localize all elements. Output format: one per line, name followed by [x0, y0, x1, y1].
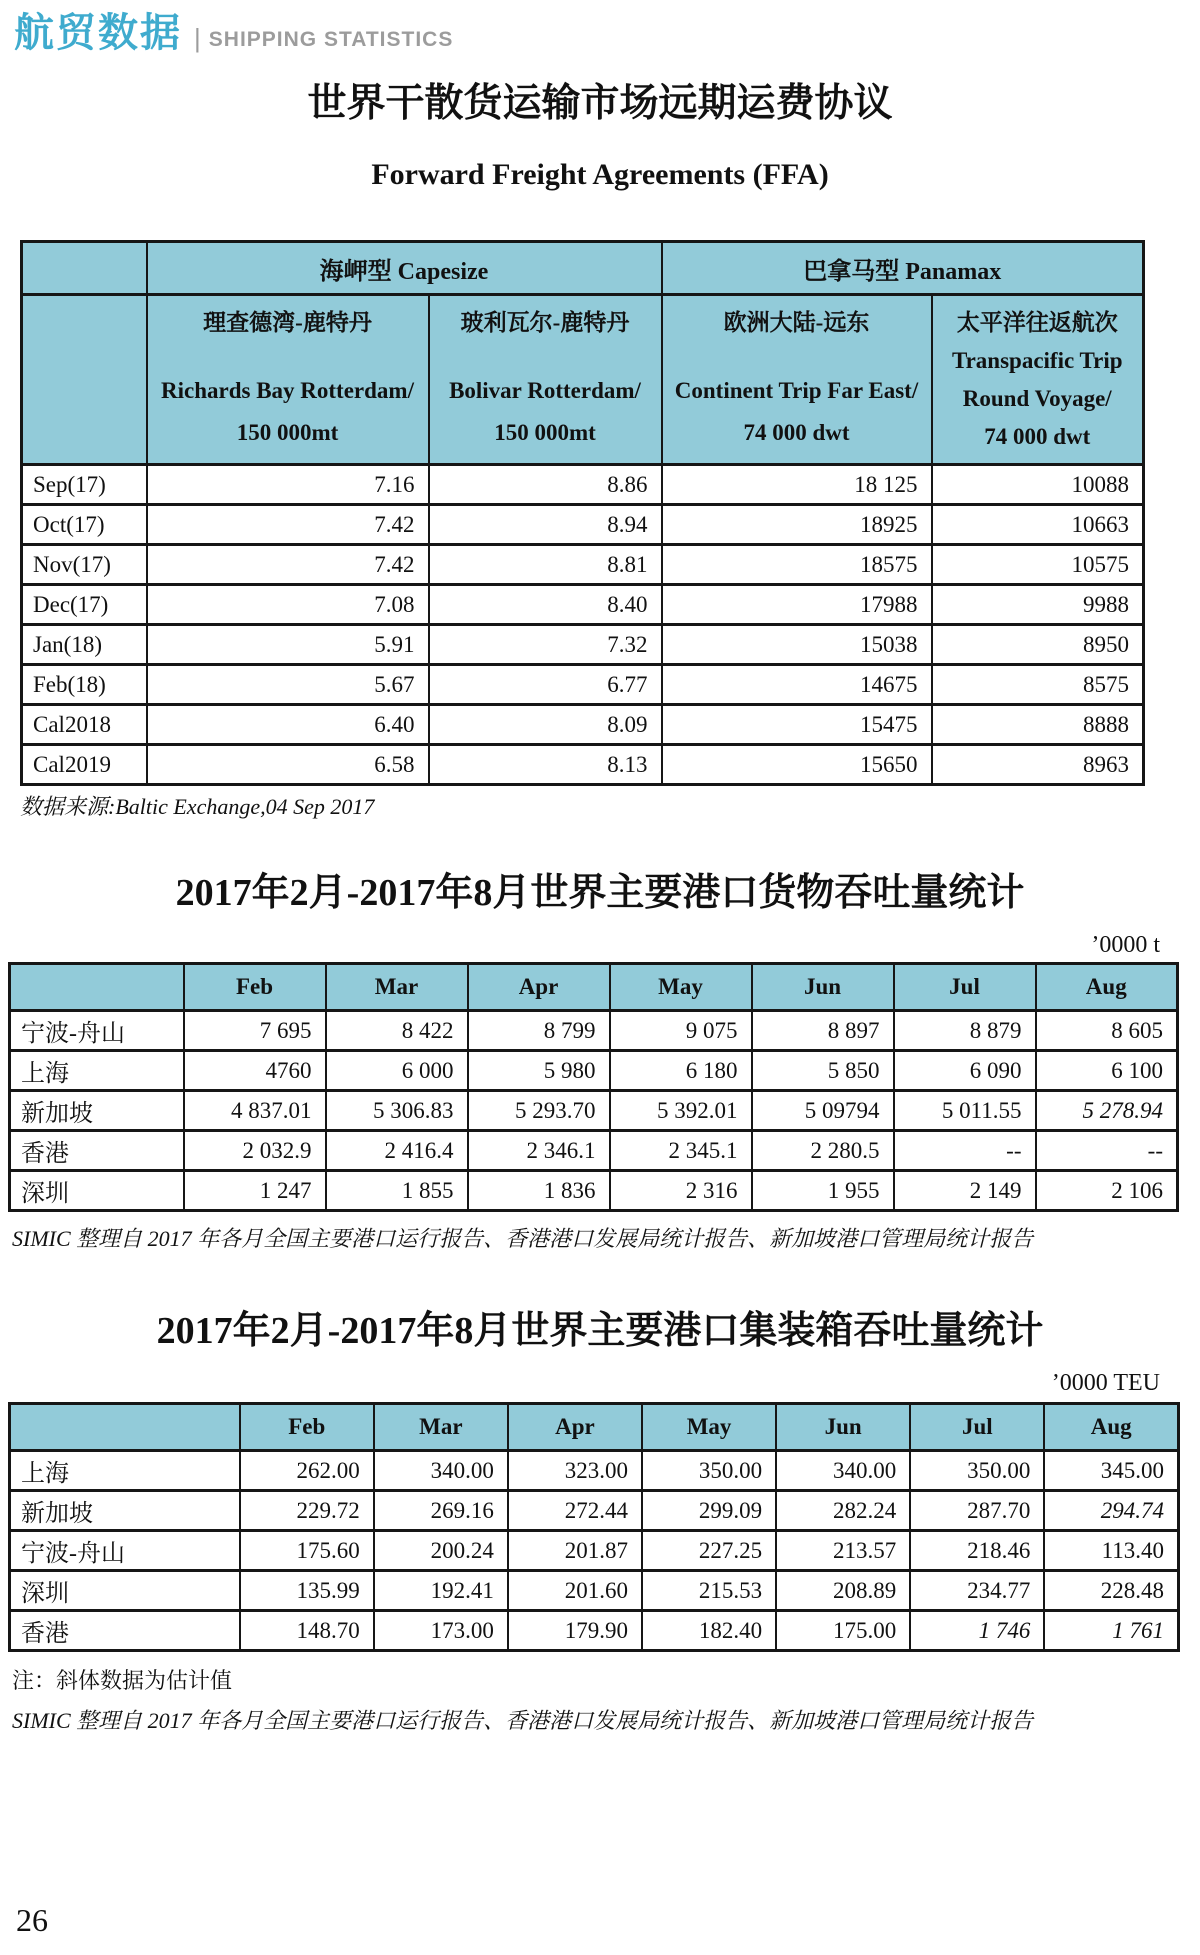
data-cell: 2 416.4: [326, 1131, 468, 1171]
data-cell: 8.09: [429, 705, 662, 745]
ffa-table-body: [22, 465, 1144, 785]
data-cell: 7.16: [147, 465, 429, 505]
route-size: 74 000 dwt: [984, 423, 1091, 449]
data-cell: 5 850: [752, 1051, 894, 1091]
data-cell: 350.00: [642, 1451, 776, 1491]
ffa-title-en: Forward Freight Agreements (FFA): [371, 158, 829, 191]
data-cell: 10575: [932, 545, 1144, 585]
ffa-title-cn: 世界干散货运输市场远期运费协议: [307, 82, 893, 125]
data-cell: 135.99: [240, 1571, 374, 1611]
data-cell: 7.42: [147, 505, 429, 545]
data-cell: 6 000: [326, 1051, 468, 1091]
cargo-corner-cell: [10, 964, 184, 1011]
data-cell: 1 836: [468, 1171, 610, 1211]
data-cell: 299.09: [642, 1491, 776, 1531]
data-cell: 1 247: [184, 1171, 326, 1211]
cargo-source-note: SIMIC 整理自 2017 年各月全国主要港口运行报告、香港港口发展局统计报告、新加坡港口管理局统计报告: [12, 1226, 1034, 1251]
row-label: Jan(18): [22, 625, 147, 665]
ffa-corner-cell-2: [22, 295, 147, 465]
month-column-header: Apr: [508, 1404, 642, 1451]
data-cell: 2 346.1: [468, 1131, 610, 1171]
ffa-source-note: 数据来源:Baltic Exchange,04 Sep 2017: [20, 794, 375, 819]
route-size: 150 000mt: [236, 419, 339, 445]
data-cell: 18 125: [662, 465, 932, 505]
container-corner-cell: [10, 1404, 240, 1451]
route-name-en: Richards Bay Rotterdam/: [161, 377, 414, 403]
masthead-title-en: SHIPPING STATISTICS: [208, 28, 454, 51]
route-name-en: Bolivar Rotterdam/: [449, 377, 641, 403]
data-cell: 7.32: [429, 625, 662, 665]
row-label: 上海: [10, 1051, 184, 1091]
row-label: Feb(18): [22, 665, 147, 705]
data-cell: 6.40: [147, 705, 429, 745]
data-cell: 340.00: [776, 1451, 910, 1491]
table-row: [22, 665, 1144, 705]
page-number: 26: [16, 1902, 48, 1938]
table-row: [10, 1091, 1178, 1131]
route-size: 74 000 dwt: [743, 419, 850, 445]
data-cell: 5 306.83: [326, 1091, 468, 1131]
month-column-header: Mar: [374, 1404, 508, 1451]
route-name-en: Continent Trip Far East/: [674, 377, 919, 403]
data-cell: 6.58: [147, 745, 429, 785]
table-row: [10, 1451, 1179, 1491]
month-column-header: Jun: [776, 1404, 910, 1451]
table-row: [10, 1171, 1178, 1211]
route-name-cn: 玻利瓦尔-鹿特丹: [460, 309, 630, 335]
month-column-header: Apr: [468, 964, 610, 1011]
data-cell: 7.08: [147, 585, 429, 625]
data-cell: 6 090: [894, 1051, 1036, 1091]
data-cell: 229.72: [240, 1491, 374, 1531]
month-column-header: Feb: [240, 1404, 374, 1451]
container-unit-label: ’0000 TEU: [1051, 1370, 1160, 1396]
month-column-header: Feb: [184, 964, 326, 1011]
data-cell: --: [1036, 1131, 1178, 1171]
data-cell: 8963: [932, 745, 1144, 785]
data-cell: 345.00: [1044, 1451, 1178, 1491]
table-row: [22, 585, 1144, 625]
data-cell: 2 032.9: [184, 1131, 326, 1171]
data-cell: 8 879: [894, 1011, 1036, 1051]
data-cell: 175.00: [776, 1611, 910, 1651]
data-cell: 272.44: [508, 1491, 642, 1531]
data-cell: 8 605: [1036, 1011, 1178, 1051]
table-row: [10, 1571, 1179, 1611]
table-row: [10, 1531, 1179, 1571]
cargo-unit-label: ’0000 t: [1091, 932, 1160, 958]
data-cell: 228.48: [1044, 1571, 1178, 1611]
route-name-cn: 理查德湾-鹿特丹: [203, 309, 372, 335]
month-column-header: Aug: [1044, 1404, 1178, 1451]
month-column-header: May: [610, 964, 752, 1011]
data-cell: 227.25: [642, 1531, 776, 1571]
row-label: Oct(17): [22, 505, 147, 545]
italic-estimate-note: 注：斜体数据为估计值: [12, 1668, 233, 1693]
row-label: 宁波-舟山: [10, 1011, 184, 1051]
masthead: [0, 0, 1200, 56]
row-label: 上海: [10, 1451, 240, 1491]
data-cell: 4 837.01: [184, 1091, 326, 1131]
data-cell: 18925: [662, 505, 932, 545]
ffa-table: [20, 240, 1145, 786]
data-cell: 175.60: [240, 1531, 374, 1571]
masthead-title-cn: 航贸数据: [14, 11, 182, 55]
data-cell: 2 106: [1036, 1171, 1178, 1211]
table-row: [10, 1131, 1178, 1171]
data-cell: 208.89: [776, 1571, 910, 1611]
data-cell: 5 293.70: [468, 1091, 610, 1131]
data-cell: --: [894, 1131, 1036, 1171]
data-cell: 173.00: [374, 1611, 508, 1651]
month-column-header: Mar: [326, 964, 468, 1011]
data-cell: 2 345.1: [610, 1131, 752, 1171]
table-row: [10, 1051, 1178, 1091]
data-cell: 7 695: [184, 1011, 326, 1051]
table-row: [10, 1611, 1179, 1651]
data-cell: 340.00: [374, 1451, 508, 1491]
data-cell: 8 799: [468, 1011, 610, 1051]
data-cell: 8.40: [429, 585, 662, 625]
data-cell: 8.86: [429, 465, 662, 505]
data-cell: 6.77: [429, 665, 662, 705]
row-label: Sep(17): [22, 465, 147, 505]
table-row: [22, 545, 1144, 585]
ffa-col-continent: [662, 295, 932, 465]
data-cell: 234.77: [910, 1571, 1044, 1611]
data-cell: 5 278.94: [1036, 1091, 1178, 1131]
container-section-title: 2017年2月-2017年8月世界主要港口集装箱吞吐量统计: [156, 1310, 1044, 1352]
data-cell: 294.74: [1044, 1491, 1178, 1531]
data-cell: 18575: [662, 545, 932, 585]
data-cell: 8 422: [326, 1011, 468, 1051]
cargo-section-title: 2017年2月-2017年8月世界主要港口货物吞吐量统计: [175, 872, 1025, 914]
row-label: 香港: [10, 1611, 240, 1651]
container-source-note: SIMIC 整理自 2017 年各月全国主要港口运行报告、香港港口发展局统计报告、新加坡港口管理局统计报告: [12, 1708, 1034, 1733]
row-label: 新加坡: [10, 1091, 184, 1131]
data-cell: 179.90: [508, 1611, 642, 1651]
data-cell: 5.67: [147, 665, 429, 705]
data-cell: 287.70: [910, 1491, 1044, 1531]
data-cell: 113.40: [1044, 1531, 1178, 1571]
data-cell: 9988: [932, 585, 1144, 625]
ffa-group-capesize: 海岬型 Capesize: [147, 242, 662, 295]
ffa-column-header-row: [22, 295, 1144, 465]
masthead-divider: |: [194, 23, 201, 53]
data-cell: 262.00: [240, 1451, 374, 1491]
ffa-col-richards-bay: [147, 295, 429, 465]
data-cell: 201.87: [508, 1531, 642, 1571]
data-cell: 4760: [184, 1051, 326, 1091]
table-row: [10, 1491, 1179, 1531]
data-cell: 200.24: [374, 1531, 508, 1571]
container-table: [8, 1402, 1180, 1652]
data-cell: 215.53: [642, 1571, 776, 1611]
data-cell: 201.60: [508, 1571, 642, 1611]
data-cell: 15038: [662, 625, 932, 665]
data-cell: 5 980: [468, 1051, 610, 1091]
month-column-header: Jul: [910, 1404, 1044, 1451]
data-cell: 14675: [662, 665, 932, 705]
data-cell: 323.00: [508, 1451, 642, 1491]
data-cell: 5 09794: [752, 1091, 894, 1131]
row-label: Cal2018: [22, 705, 147, 745]
row-label: 新加坡: [10, 1491, 240, 1531]
data-cell: 1 855: [326, 1171, 468, 1211]
container-table-body: [10, 1451, 1179, 1651]
data-cell: 15475: [662, 705, 932, 745]
route-name-en: Transpacific Trip: [951, 347, 1123, 373]
data-cell: 6 180: [610, 1051, 752, 1091]
data-cell: 1 746: [910, 1611, 1044, 1651]
data-cell: 269.16: [374, 1491, 508, 1531]
month-column-header: Aug: [1036, 964, 1178, 1011]
table-row: [22, 745, 1144, 785]
data-cell: 213.57: [776, 1531, 910, 1571]
data-cell: 2 149: [894, 1171, 1036, 1211]
row-label: Cal2019: [22, 745, 147, 785]
data-cell: 182.40: [642, 1611, 776, 1651]
cargo-table: [8, 962, 1179, 1212]
data-cell: 5.91: [147, 625, 429, 665]
table-row: [22, 705, 1144, 745]
row-label: 宁波-舟山: [10, 1531, 240, 1571]
data-cell: 218.46: [910, 1531, 1044, 1571]
data-cell: 8888: [932, 705, 1144, 745]
data-cell: 7.42: [147, 545, 429, 585]
data-cell: 148.70: [240, 1611, 374, 1651]
data-cell: 1 955: [752, 1171, 894, 1211]
row-label: Dec(17): [22, 585, 147, 625]
ffa-col-transpacific: [932, 295, 1144, 465]
route-size: 150 000mt: [494, 419, 596, 445]
data-cell: 17988: [662, 585, 932, 625]
data-cell: 5 392.01: [610, 1091, 752, 1131]
table-row: [22, 505, 1144, 545]
data-cell: 2 280.5: [752, 1131, 894, 1171]
row-label: 深圳: [10, 1571, 240, 1611]
data-cell: 8.81: [429, 545, 662, 585]
cargo-header-row: [10, 964, 1178, 1011]
ffa-group-panamax: 巴拿马型 Panamax: [662, 242, 1144, 295]
container-header-row: [10, 1404, 1179, 1451]
cargo-table-body: [10, 1011, 1178, 1211]
row-label: Nov(17): [22, 545, 147, 585]
data-cell: 5 011.55: [894, 1091, 1036, 1131]
data-cell: 15650: [662, 745, 932, 785]
route-name-en-2: Round Voyage/: [962, 385, 1112, 411]
data-cell: 350.00: [910, 1451, 1044, 1491]
data-cell: 8.94: [429, 505, 662, 545]
data-cell: 10088: [932, 465, 1144, 505]
month-column-header: Jul: [894, 964, 1036, 1011]
data-cell: 282.24: [776, 1491, 910, 1531]
data-cell: 10663: [932, 505, 1144, 545]
table-row: [22, 625, 1144, 665]
table-row: [22, 465, 1144, 505]
data-cell: 8 897: [752, 1011, 894, 1051]
ffa-corner-cell: [22, 242, 147, 295]
data-cell: 2 316: [610, 1171, 752, 1211]
data-cell: 9 075: [610, 1011, 752, 1051]
data-cell: 1 761: [1044, 1611, 1178, 1651]
route-name-cn: 太平洋往返航次: [956, 309, 1118, 335]
month-column-header: May: [642, 1404, 776, 1451]
data-cell: 6 100: [1036, 1051, 1178, 1091]
month-column-header: Jun: [752, 964, 894, 1011]
data-cell: 8.13: [429, 745, 662, 785]
row-label: 香港: [10, 1131, 184, 1171]
row-label: 深圳: [10, 1171, 184, 1211]
table-row: [10, 1011, 1178, 1051]
data-cell: 8950: [932, 625, 1144, 665]
data-cell: 8575: [932, 665, 1144, 705]
route-name-cn: 欧洲大陆-远东: [723, 309, 870, 335]
ffa-col-bolivar: [429, 295, 662, 465]
ffa-group-header-row: [22, 242, 1144, 295]
data-cell: 192.41: [374, 1571, 508, 1611]
